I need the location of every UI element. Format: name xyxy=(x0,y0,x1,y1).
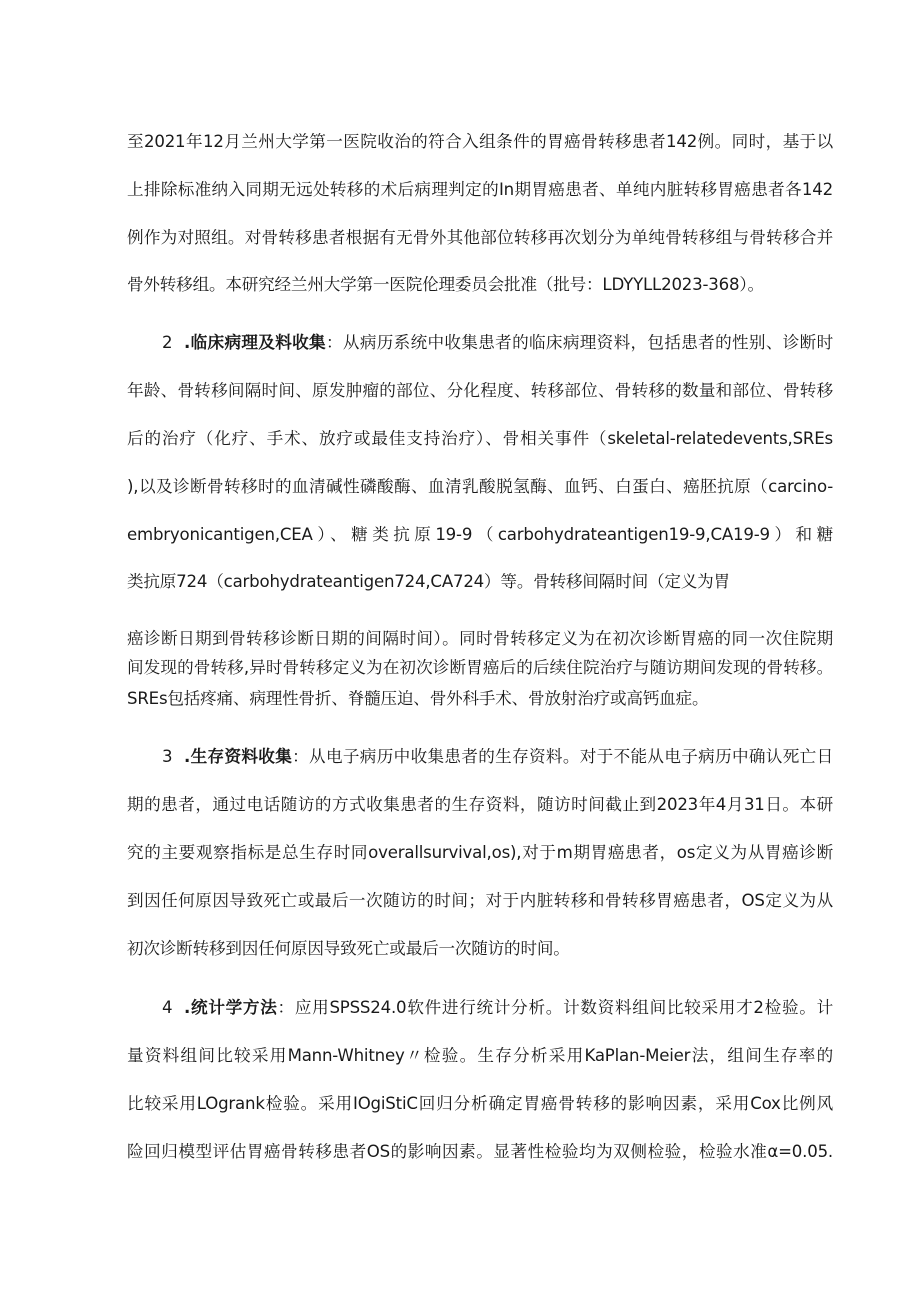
section-4-first-line xyxy=(162,996,833,1020)
section-text: ：从电子病历中收集患者的生存资料。对于不能从电子病历中确认死亡日 xyxy=(292,747,833,766)
paragraph-line: 年龄、骨转移间隔时间、原发肿瘤的部位、分化程度、转移部位、骨转移的数量和部位、骨转移 xyxy=(127,381,833,400)
paragraph-line: 骨外转移组。本研究经兰州大学第一医院伦理委员会批准（批号：LDYYLL2023-368）。 xyxy=(127,275,764,294)
paragraph-line: 间发现的骨转移,异时骨转移定义为在初次诊断胃癌后的后续住院治疗与随访期间发现的骨转移。 xyxy=(127,658,833,677)
paragraph-line: 期的患者，通过电话随访的方式收集患者的生存资料，随访时间截止到2023年4月31日。本研 xyxy=(127,795,833,814)
section-heading: .生存资料收集 xyxy=(184,747,293,766)
section-number: 3 xyxy=(162,747,173,766)
paragraph-line: ),以及诊断骨转移时的血清碱性磷酸酶、血清乳酸脱氢酶、血钙、白蛋白、癌胚抗原（carcino- xyxy=(127,477,833,496)
paragraph-line: 癌诊断日期到骨转移诊断日期的间隔时间）。同时骨转移定义为在初次诊断胃癌的同一次住院期 xyxy=(127,629,833,648)
paragraph-line: 至2021年12月兰州大学第一医院收治的符合入组条件的胃癌骨转移患者142例。同时，基于以 xyxy=(127,132,833,151)
section-3-first-line xyxy=(162,745,833,769)
paragraph-line: 险回归模型评估胃癌骨转移患者OS的影响因素。显著性检验均为双侧检验，检验水准α=0.05. xyxy=(127,1142,833,1161)
section-text: ：从病历系统中收集患者的临床病理资料，包括患者的性别、诊断时 xyxy=(325,333,833,352)
paragraph-line: embryonicantigen,CEA）、糖类抗原19-9（carbohydrateantigen19-9,CA19-9）和糖 xyxy=(127,525,833,544)
paragraph-line: 量资料组间比较采用Mann-Whitney〃检验。生存分析采用KaPlan-Meier法，组间生存率的 xyxy=(127,1046,833,1065)
paragraph-line: 类抗原724（carbohydrateantigen724,CA724）等。骨转移间隔时间（定义为胃 xyxy=(127,572,730,591)
section-number: 4 xyxy=(162,998,173,1017)
paragraph-line: 上排除标准纳入同期无远处转移的术后病理判定的In期胃癌患者、单纯内脏转移胃癌患者各142 xyxy=(127,180,833,199)
paragraph-line: 初次诊断转移到因任何原因导致死亡或最后一次随访的时间。 xyxy=(127,939,570,958)
paragraph-line: 究的主要观察指标是总生存时同overallsurvival,os),对于m期胃癌患者，os定义为从胃癌诊断 xyxy=(127,843,833,862)
section-text: ：应用SPSS24.0软件进行统计分析。计数资料组间比较采用才2检验。计 xyxy=(277,998,833,1017)
paragraph-line: 后的治疗（化疗、手术、放疗或最佳支持治疗）、骨相关事件（skeletal-relatedevents,SREs xyxy=(127,429,833,448)
section-heading: .临床病理及料收集 xyxy=(184,333,326,352)
section-heading: .统计学方法 xyxy=(184,998,278,1017)
section-number: 2 xyxy=(162,333,173,352)
section-2-first-line xyxy=(162,331,833,355)
paragraph-line: 例作为对照组。对骨转移患者根据有无骨外其他部位转移再次划分为单纯骨转移组与骨转移合并 xyxy=(127,228,833,247)
paragraph-line: 比较采用LOgrank检验。采用IOgiStiC回归分析确定胃癌骨转移的影响因素，采用Cox比例风 xyxy=(127,1094,833,1113)
paragraph-line: SREs包括疼痛、病理性骨折、脊髓压迫、骨外科手术、骨放射治疗或高钙血症。 xyxy=(127,689,709,708)
paragraph-line: 到因任何原因导致死亡或最后一次随访的时间；对于内脏转移和骨转移胃癌患者，OS定义为从 xyxy=(127,891,833,910)
